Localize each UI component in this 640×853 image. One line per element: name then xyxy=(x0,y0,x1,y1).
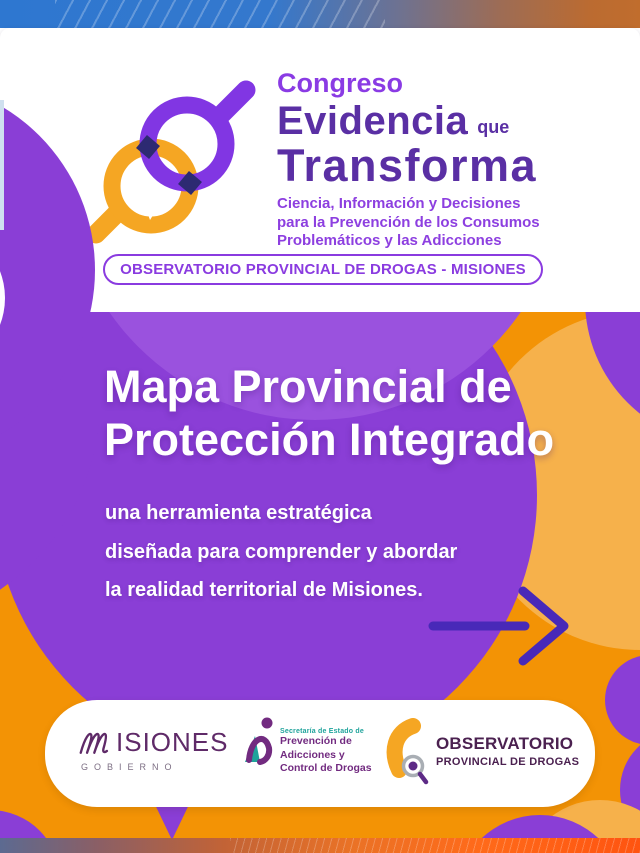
person-figure-icon xyxy=(243,714,273,766)
congress-title-row xyxy=(277,99,607,143)
observatorio-text-block xyxy=(436,734,579,786)
observatorio-logo xyxy=(383,718,579,786)
bg-circle-purple-bottom-left xyxy=(0,810,60,838)
misiones-gobierno-logo xyxy=(78,726,228,772)
congress-title-line1: Evidencia xyxy=(277,99,469,143)
top-accent-band xyxy=(0,0,640,28)
hero-title xyxy=(104,360,554,466)
secretaria-logo xyxy=(243,714,372,776)
secretaria-text-block xyxy=(280,728,372,776)
observatory-banner-label: OBSERVATORIO PROVINCIAL DE DROGAS - MISIONES xyxy=(120,261,526,278)
observatory-banner-pill xyxy=(103,254,543,285)
secretaria-name-line: Adicciones y xyxy=(280,748,345,761)
hero-subtitle-line: una herramienta estratégica xyxy=(105,502,372,524)
secretaria-name-line: Control de Drogas xyxy=(280,762,372,774)
arrow-right-icon xyxy=(425,584,575,668)
misiones-wordmark: ISIONES xyxy=(116,727,229,757)
congress-title-connector: que xyxy=(477,117,510,137)
hero-subtitle xyxy=(105,494,457,610)
congress-title-line2: Transforma xyxy=(277,140,538,191)
observatorio-name: OBSERVATORIO xyxy=(436,734,574,753)
bottom-band-texture xyxy=(230,838,640,853)
secretaria-small-label: Secretaría de Estado de xyxy=(280,728,364,735)
observatorio-subname: PROVINCIAL DE DROGAS xyxy=(436,756,580,768)
header-text-block xyxy=(277,68,607,251)
map-magnifier-icon xyxy=(383,718,429,786)
band-streaks-decoration xyxy=(55,0,385,28)
tagline-line: para la Prevención de los Consumos xyxy=(277,213,540,231)
hero-subtitle-line: diseñada para comprender y abordar xyxy=(105,540,458,563)
misiones-gobierno-label: GOBIERNO xyxy=(81,762,178,772)
pale-edge-decoration xyxy=(0,100,4,230)
misiones-wordmark-row xyxy=(78,726,228,756)
header-card xyxy=(0,28,640,312)
hero-title-line: Protección Integrado xyxy=(104,414,555,465)
congress-tagline xyxy=(277,195,607,251)
tagline-line: Ciencia, Información y Decisiones xyxy=(277,195,521,212)
misiones-script-m-icon xyxy=(78,726,116,756)
linked-magnifying-glasses-icon xyxy=(90,74,262,246)
hero-title-line: Mapa Provincial de xyxy=(104,361,512,412)
bg-circle-purple-right-leaf xyxy=(605,655,640,745)
tagline-line: Problemáticos y las Adicciones xyxy=(277,232,502,249)
hero-subtitle-line: la realidad territorial de Misiones. xyxy=(105,579,423,601)
footer-logo-card xyxy=(45,700,595,807)
secretaria-name-line: Prevención de xyxy=(280,735,352,747)
congress-kicker: Congreso xyxy=(277,68,404,98)
